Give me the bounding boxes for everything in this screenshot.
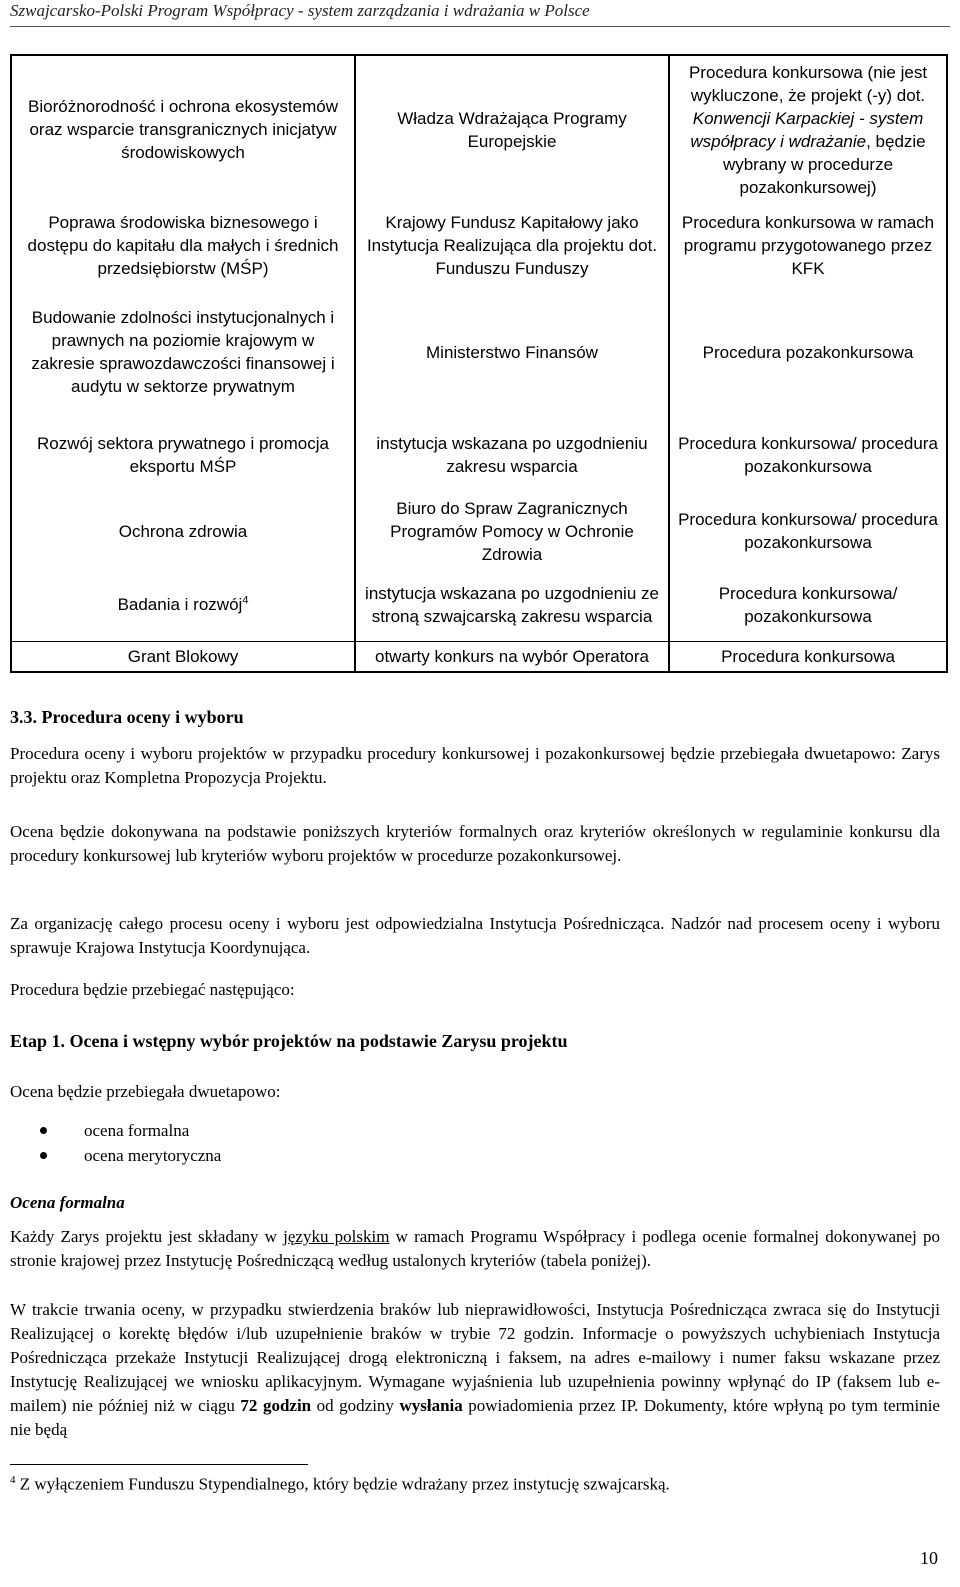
paragraph: Procedura będzie przebiegać następująco: <box>10 980 295 999</box>
table-cell-procedure: Procedura konkursowa/ procedura pozakonkursowa <box>669 493 947 569</box>
footnote <box>10 1474 940 1495</box>
footnote-divider <box>10 1464 308 1465</box>
page-number: 10 <box>920 1548 938 1568</box>
table-cell-area: Bioróżnorodność i ochrona ekosystemów oraz wsparcie transgranicznych inicjatyw środowiskowych <box>11 55 355 203</box>
paragraph: Procedura oceny i wyboru projektów w przypadku procedury konkursowej i pozakonkursowej będzie przebiegała dwuetapowo: Zarys projektu oraz Kompletna Propozycja Projektu. <box>10 744 940 787</box>
table-cell-authority: otwarty konkurs na wybór Operatora <box>355 641 669 672</box>
list-item: ocena formalna <box>40 1118 221 1143</box>
table-cell-authority: Krajowy Fundusz Kapitałowy jako Instytucja Realizująca dla projektu dot. Funduszu Funduszy <box>355 203 669 287</box>
section-heading: 3.3. Procedura oceny i wyboru <box>10 707 244 727</box>
text-run: w ramach Programu Współpracy i podlega ocenie formalnej dokonywanej po stronie krajowej przez Instytucję Pośredniczącą według ustalonych kryteriów (tabela poniżej). <box>10 1227 940 1270</box>
text-run: od godziny <box>311 1396 400 1415</box>
table-cell-area: Grant Blokowy <box>11 641 355 672</box>
table-cell-procedure: Procedura konkursowa/ procedura pozakonkursowa <box>669 417 947 493</box>
table-cell-authority: Władza Wdrażająca Programy Europejskie <box>355 55 669 203</box>
bold-text: wysłania <box>399 1396 463 1415</box>
area-text: Badania i rozwój <box>117 595 243 615</box>
paragraph <box>10 1298 940 1442</box>
table-cell-authority: Biuro do Spraw Zagranicznych Programów Pomocy w Ochronie Zdrowia <box>355 493 669 569</box>
table-cell-authority: instytucja wskazana po uzgodnieniu zakresu wsparcia <box>355 417 669 493</box>
procedure-text-end: , będzie wybrany w procedurze pozakonkursowej) <box>722 131 926 197</box>
text-run: Każdy Zarys projektu jest składany w <box>10 1227 284 1246</box>
sub-heading: Ocena formalna <box>10 1193 125 1212</box>
table-cell-area: Rozwój sektora prywatnego i promocja eksportu MŚP <box>11 417 355 493</box>
footnote-marker: 4 <box>242 594 249 607</box>
table-row <box>11 417 947 493</box>
table-cell-area: Budowanie zdolności instytucjonalnych i prawnych na poziomie krajowym w zakresie sprawozdawczości finansowej i audytu w sektorze prywatnym <box>11 287 355 417</box>
stage-heading: Etap 1. Ocena i wstępny wybór projektów na podstawie Zarysu projektu <box>10 1031 568 1051</box>
table-cell-area: Ochrona zdrowia <box>11 493 355 569</box>
paragraph: Ocena będzie przebiegała dwuetapowo: <box>10 1082 281 1101</box>
table-cell-area: Poprawa środowiska biznesowego i dostępu do kapitału dla małych i średnich przedsiębiorstw (MŚP) <box>11 203 355 287</box>
table-row <box>11 203 947 287</box>
table-cell-procedure <box>669 55 947 203</box>
table-cell-procedure: Procedura konkursowa w ramach programu przygotowanego przez KFK <box>669 203 947 287</box>
table-cell-authority: instytucja wskazana po uzgodnieniu ze stroną szwajcarską zakresu wsparcia <box>355 569 669 641</box>
footnote-number: 4 <box>10 1474 16 1486</box>
running-header: Szwajcarsko-Polski Program Współpracy - system zarządzania i wdrażania w Polsce <box>10 0 950 27</box>
procedure-text: Procedura konkursowa (nie jest wykluczone, że projekt (-y) dot. <box>688 62 928 105</box>
list-item: ocena merytoryczna <box>40 1143 221 1168</box>
text-run: powiadomienia przez IP. Dokumenty, które wpłyną po tym terminie nie będą <box>10 1396 940 1439</box>
table-cell-procedure: Procedura konkursowa <box>669 641 947 672</box>
paragraph: Ocena będzie dokonywana na podstawie poniższych kryteriów formalnych oraz kryteriów określonych w regulaminie konkursu dla procedury konkursowej lub kryteriów wyboru projektów w procedurze pozakonkursowej. <box>10 822 940 865</box>
table-row <box>11 55 947 203</box>
table-row <box>11 569 947 641</box>
paragraph: Za organizację całego procesu oceny i wyboru jest odpowiedzialna Instytucja Pośrednicząca. Nadzór nad procesem oceny i wyboru sprawuje Krajowa Instytucja Koordynująca. <box>10 914 940 957</box>
table-row <box>11 287 947 417</box>
procedure-italic-text: Konwencji Karpackiej - system współpracy i wdrażanie <box>690 108 924 151</box>
table-cell-authority: Ministerstwo Finansów <box>355 287 669 417</box>
table-cell-procedure: Procedura pozakonkursowa <box>669 287 947 417</box>
underlined-text: języku polskim <box>283 1227 390 1246</box>
table-cell-procedure: Procedura konkursowa/ pozakonkursowa <box>669 569 947 641</box>
table-row <box>11 493 947 569</box>
bullet-list <box>40 1118 221 1168</box>
paragraph <box>10 1225 940 1273</box>
implementation-table <box>10 54 948 673</box>
table-cell-area <box>11 569 355 641</box>
text-run: W trakcie trwania oceny, w przypadku stwierdzenia braków lub nieprawidłowości, Instytucja Pośrednicząca zwraca się do Instytucji Realizującej o korektę błędów i/lub uzupełnienie braków w trybie 72 godzin. Informacje o powyższych uchybieniach Instytucja Pośrednicząca przekaże Instytucji Realizującej drogą elektroniczną i faksem, na adres e-mailowy i numer faksu wskazane przez Instytucję Realizującej we wniosku aplikacyjnym. Wymagane wyjaśnienia lub uzupełnienia powinny wpłynąć do IP (faksem lub e-mailem) nie później niż w ciągu <box>10 1300 940 1415</box>
table-row <box>11 641 947 672</box>
footnote-text: Z wyłączeniem Funduszu Stypendialnego, który będzie wdrażany przez instytucję szwajcarską. <box>19 1474 670 1494</box>
bold-text: 72 godzin <box>240 1396 312 1415</box>
